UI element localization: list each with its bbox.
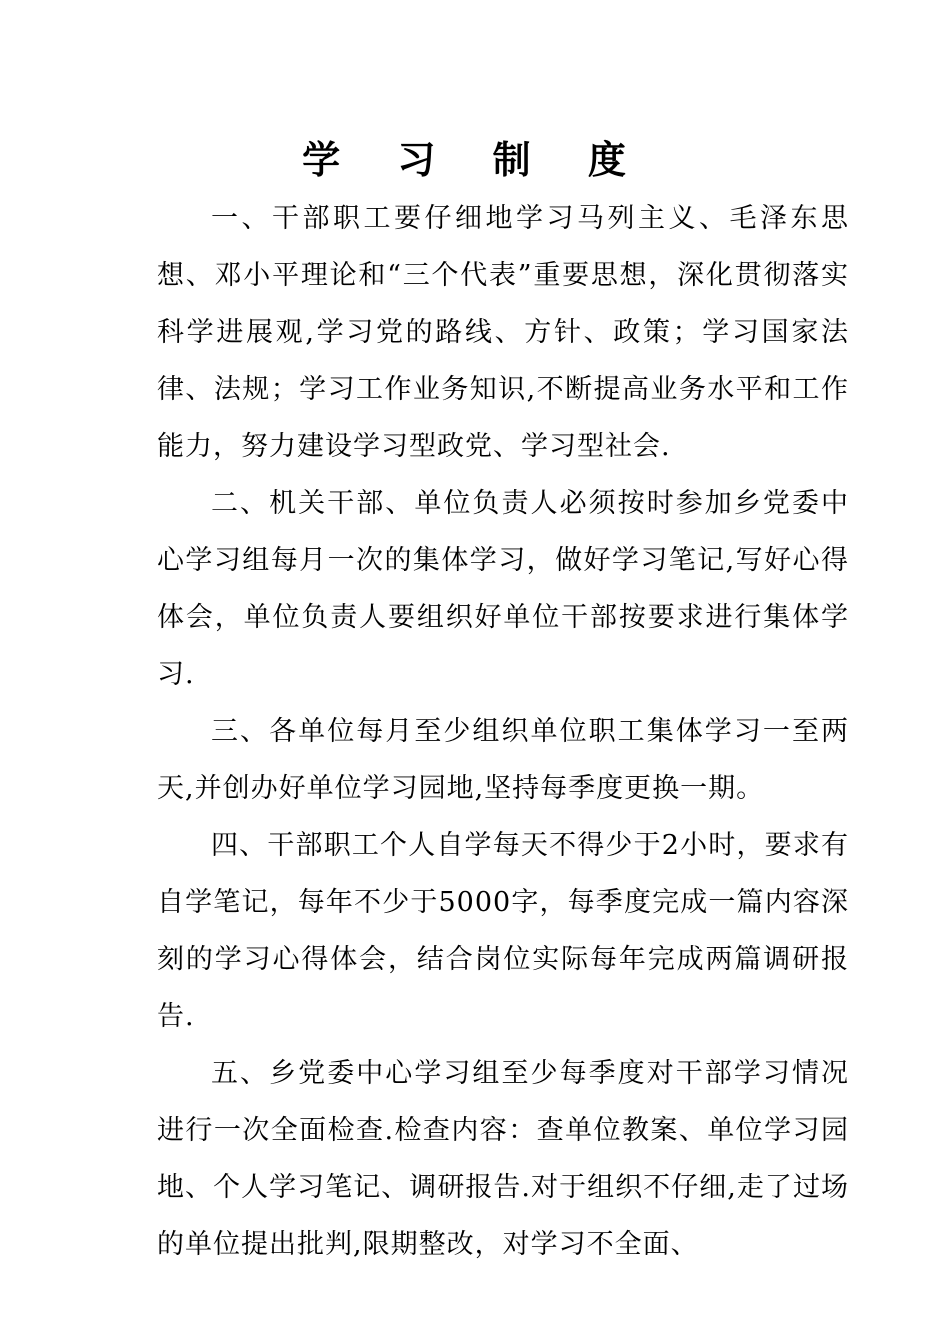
paragraph-2: 二、机关干部、单位负责人必须按时参加乡党委中心学习组每月一次的集体学习，做好学习笔记,写好心得体会，单位负责人要组织好单位干部按要求进行集体学习. (157, 488, 849, 690)
document-title: 学 习 制 度 (302, 137, 648, 182)
paragraph-4: 四、干部职工个人自学每天不得少于2小时，要求有自学笔记，每年不少于5000字，每季度完成一篇内容深刻的学习心得体会，结合岗位实际每年完成两篇调研报告. (157, 830, 849, 1032)
paragraph-1: 一、干部职工要仔细地学习马列主义、毛泽东思想、邓小平理论和“三个代表”重要思想，深化贯彻落实科学进展观,学习党的路线、方针、政策；学习国家法律、法规；学习工作业务知识,不断提高业务水平和工作能力，努力建设学习型政党、学习型社会. (157, 203, 849, 462)
paragraph-5: 五、乡党委中心学习组至少每季度对干部学习情况进行一次全面检查.检查内容：查单位教案、单位学习园地、个人学习笔记、调研报告.对于组织不仔细,走了过场的单位提出批判,限期整改，对学习不全面、 (157, 1058, 849, 1260)
document-body (157, 190, 849, 1273)
paragraph-3: 三、各单位每月至少组织单位职工集体学习一至两天,并创办好单位学习园地,坚持每季度更换一期。 (157, 716, 849, 804)
